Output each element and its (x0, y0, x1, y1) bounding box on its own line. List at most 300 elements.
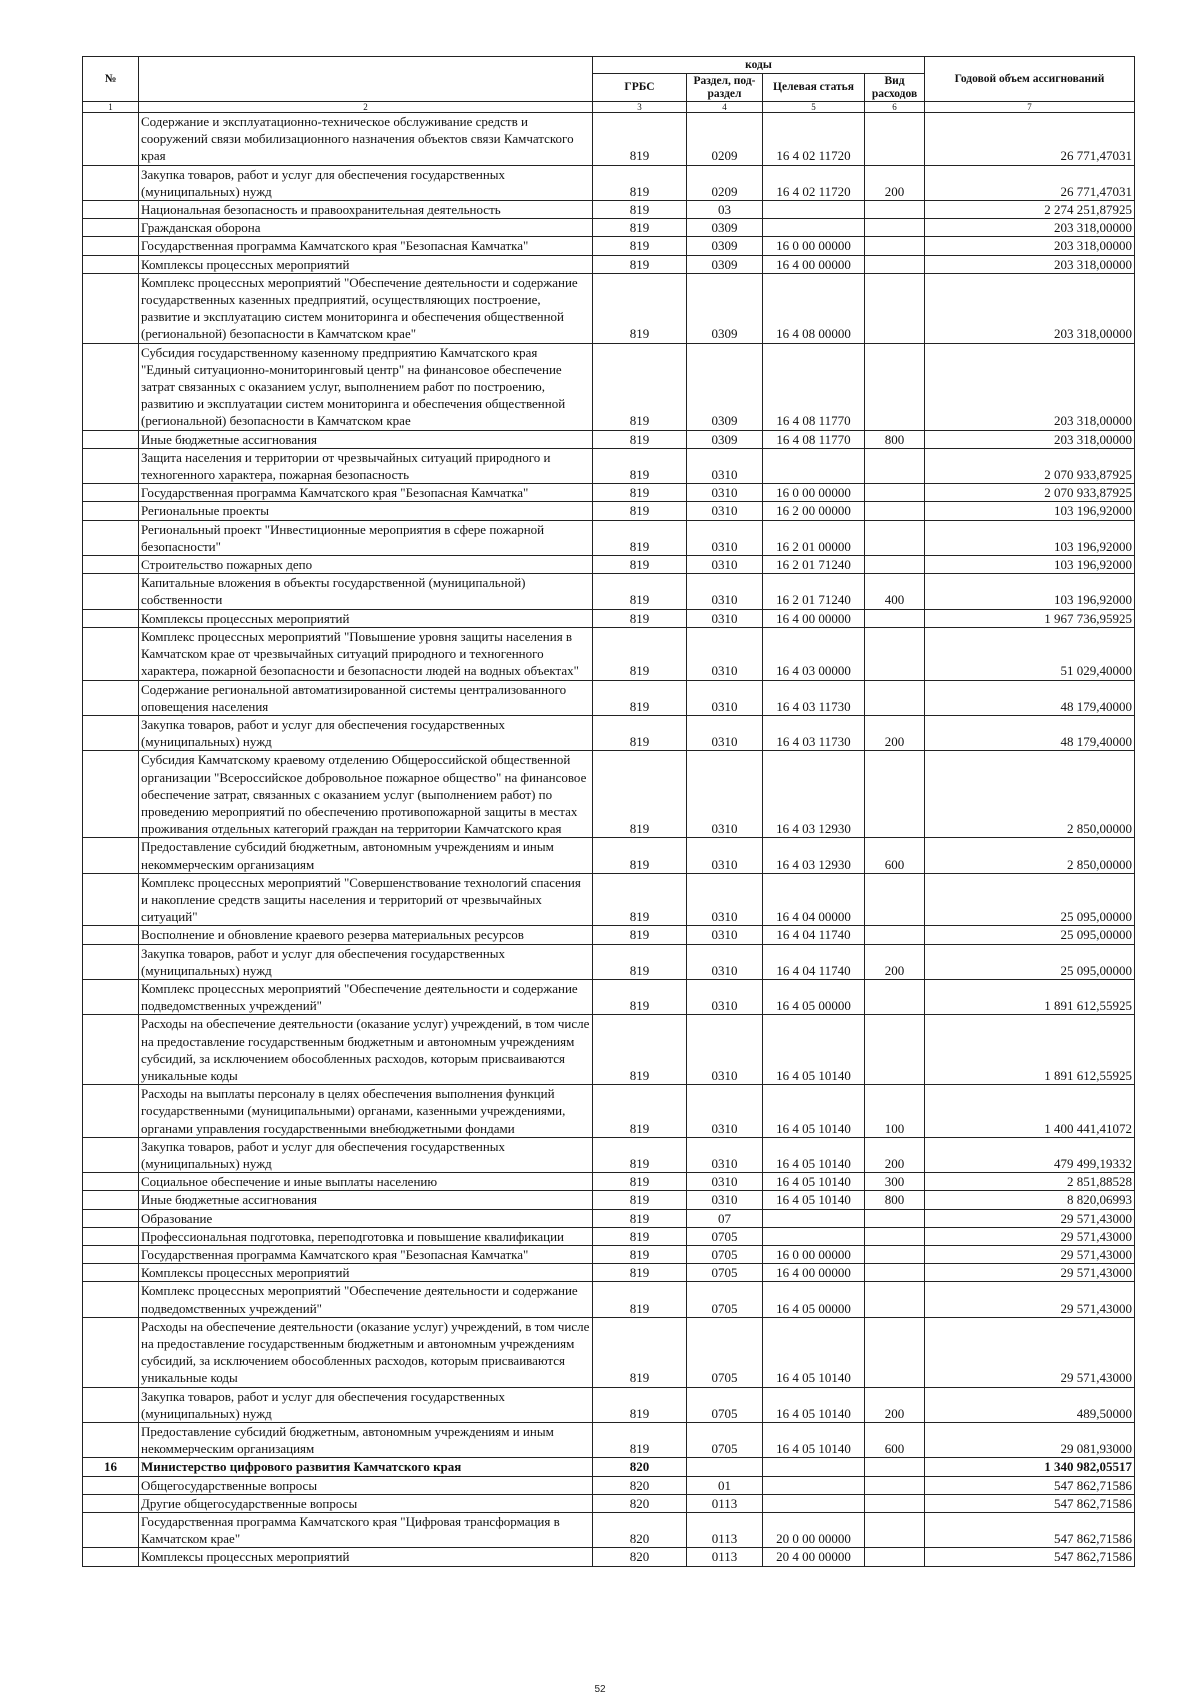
row-name-cell: Комплексы процессных мероприятий (139, 609, 593, 627)
table-row (83, 574, 1135, 609)
row-razdel-cell: 0209 (687, 165, 763, 200)
row-name-cell: Субсидия Камчатскому краевому отделению Общероссийской общественной организации "Всероссийское добровольное пожарное общество" на финансовое обеспечение затрат, связанных с оказанием услуг (выполнением работ) по проведению мероприятий по обеспечению противопожарной защиты в местах проживания отдельных категорий граждан на территории Камчатского края (139, 751, 593, 838)
row-name-cell: Восполнение и обновление краевого резерва материальных ресурсов (139, 926, 593, 944)
row-target-article-cell: 16 4 04 11740 (763, 926, 865, 944)
row-sum-cell: 2 850,00000 (925, 838, 1135, 873)
row-name-cell: Комплекс процессных мероприятий "Обеспечение деятельности и содержание государственных казенных предприятий, осуществляющих построение, развитие и эксплуатацию систем мониторинга и обеспечения общественной (региональной) безопасности в Камчатском крае" (139, 273, 593, 343)
row-name-cell: Закупка товаров, работ и услуг для обеспечения государственных (муниципальных) нужд (139, 944, 593, 979)
row-target-article-cell: 16 4 02 11720 (763, 165, 865, 200)
row-number-cell (83, 873, 139, 926)
row-grbs-cell: 819 (593, 1137, 687, 1172)
row-razdel-cell: 01 (687, 1476, 763, 1494)
row-name-cell: Министерство цифрового развития Камчатского края (139, 1458, 593, 1476)
row-name-cell: Строительство пожарных депо (139, 556, 593, 574)
row-sum-cell: 29 571,43000 (925, 1317, 1135, 1387)
header-codes: коды (593, 57, 925, 74)
row-expense-type-cell (865, 1494, 925, 1512)
row-number-cell (83, 430, 139, 448)
row-sum-cell: 103 196,92000 (925, 556, 1135, 574)
row-name-cell: Образование (139, 1209, 593, 1227)
row-expense-type-cell (865, 1015, 925, 1085)
row-number-cell (83, 1476, 139, 1494)
table-row (83, 926, 1135, 944)
row-number-cell (83, 944, 139, 979)
row-sum-cell: 48 179,40000 (925, 715, 1135, 750)
row-expense-type-cell (865, 1476, 925, 1494)
row-grbs-cell: 819 (593, 1015, 687, 1085)
row-expense-type-cell (865, 219, 925, 237)
row-razdel-cell: 0705 (687, 1264, 763, 1282)
row-razdel-cell: 0705 (687, 1282, 763, 1317)
row-expense-type-cell (865, 680, 925, 715)
header-razdel: Раздел, под-раздел (687, 74, 763, 102)
table-row (83, 484, 1135, 502)
row-razdel-cell: 0113 (687, 1494, 763, 1512)
row-expense-type-cell (865, 556, 925, 574)
table-row (83, 502, 1135, 520)
row-grbs-cell: 819 (593, 1387, 687, 1422)
row-grbs-cell: 819 (593, 1173, 687, 1191)
row-sum-cell: 103 196,92000 (925, 574, 1135, 609)
row-grbs-cell: 819 (593, 255, 687, 273)
table-row (83, 944, 1135, 979)
table-row (83, 1264, 1135, 1282)
row-target-article-cell: 16 4 08 11770 (763, 430, 865, 448)
row-number-cell (83, 715, 139, 750)
row-name-cell: Профессиональная подготовка, переподготовка и повышение квалификации (139, 1227, 593, 1245)
row-grbs-cell: 819 (593, 609, 687, 627)
row-sum-cell: 489,50000 (925, 1387, 1135, 1422)
row-sum-cell: 25 095,00000 (925, 926, 1135, 944)
row-sum-cell: 203 318,00000 (925, 237, 1135, 255)
row-number-cell (83, 1015, 139, 1085)
row-target-article-cell: 16 4 00 00000 (763, 609, 865, 627)
row-grbs-cell: 819 (593, 237, 687, 255)
row-expense-type-cell: 200 (865, 165, 925, 200)
row-target-article-cell: 16 4 00 00000 (763, 1264, 865, 1282)
row-razdel-cell: 0705 (687, 1423, 763, 1458)
row-expense-type-cell (865, 1458, 925, 1476)
row-sum-cell: 26 771,47031 (925, 165, 1135, 200)
row-number-cell (83, 1209, 139, 1227)
row-expense-type-cell: 100 (865, 1085, 925, 1138)
column-number: 6 (865, 102, 925, 113)
row-target-article-cell: 16 4 05 10140 (763, 1387, 865, 1422)
row-expense-type-cell (865, 255, 925, 273)
row-razdel-cell: 0310 (687, 1015, 763, 1085)
table-row (83, 1282, 1135, 1317)
row-number-cell (83, 1227, 139, 1245)
row-expense-type-cell (865, 343, 925, 430)
row-target-article-cell (763, 1494, 865, 1512)
row-expense-type-cell (865, 609, 925, 627)
row-expense-type-cell: 600 (865, 838, 925, 873)
row-expense-type-cell (865, 113, 925, 166)
table-row (83, 680, 1135, 715)
row-razdel-cell: 0310 (687, 715, 763, 750)
row-target-article-cell: 16 4 03 11730 (763, 680, 865, 715)
row-number-cell (83, 627, 139, 680)
table-row (83, 255, 1135, 273)
table-row (83, 1209, 1135, 1227)
table-body (83, 113, 1135, 1567)
row-grbs-cell: 820 (593, 1458, 687, 1476)
row-grbs-cell: 820 (593, 1476, 687, 1494)
row-grbs-cell: 819 (593, 1209, 687, 1227)
row-name-cell: Содержание региональной автоматизированной системы централизованного оповещения населения (139, 680, 593, 715)
table-row (83, 219, 1135, 237)
row-name-cell: Субсидия государственному казенному предприятию Камчатского края "Единый ситуационно-мониторинговый центр" на финансовое обеспечение затрат связанных с оказанием услуг, выполнением работ по построению, развитию и эксплуатации систем мониторинга и обеспечения общественной (региональной) безопасности в Камчатском крае (139, 343, 593, 430)
row-target-article-cell: 16 0 00 00000 (763, 1246, 865, 1264)
row-target-article-cell: 16 0 00 00000 (763, 237, 865, 255)
row-sum-cell: 48 179,40000 (925, 680, 1135, 715)
row-razdel-cell: 0310 (687, 838, 763, 873)
row-sum-cell: 547 862,71586 (925, 1548, 1135, 1566)
row-sum-cell: 2 070 933,87925 (925, 448, 1135, 483)
row-number-cell (83, 979, 139, 1014)
row-target-article-cell (763, 1227, 865, 1245)
row-number-cell (83, 273, 139, 343)
row-grbs-cell: 819 (593, 219, 687, 237)
row-expense-type-cell (865, 448, 925, 483)
row-razdel-cell: 0209 (687, 113, 763, 166)
row-target-article-cell: 16 4 05 10140 (763, 1015, 865, 1085)
row-grbs-cell: 819 (593, 343, 687, 430)
row-sum-cell: 25 095,00000 (925, 944, 1135, 979)
row-expense-type-cell (865, 1317, 925, 1387)
row-number-cell (83, 1548, 139, 1566)
row-expense-type-cell: 200 (865, 1137, 925, 1172)
row-name-cell: Комплекс процессных мероприятий "Повышение уровня защиты населения в Камчатском крае от чрезвычайных ситуаций природного и техногенного характера, пожарной безопасности и безопасности людей на водных объектах" (139, 627, 593, 680)
row-sum-cell: 2 070 933,87925 (925, 484, 1135, 502)
row-target-article-cell: 16 4 05 10140 (763, 1173, 865, 1191)
row-expense-type-cell (865, 627, 925, 680)
row-razdel-cell: 0705 (687, 1227, 763, 1245)
row-sum-cell: 1 400 441,41072 (925, 1085, 1135, 1138)
row-name-cell: Государственная программа Камчатского края "Безопасная Камчатка" (139, 484, 593, 502)
row-grbs-cell: 819 (593, 273, 687, 343)
row-razdel-cell: 0310 (687, 1137, 763, 1172)
row-name-cell: Комплексы процессных мероприятий (139, 1548, 593, 1566)
row-name-cell: Комплексы процессных мероприятий (139, 255, 593, 273)
row-razdel-cell: 0310 (687, 873, 763, 926)
table-row (83, 448, 1135, 483)
row-number-cell (83, 1387, 139, 1422)
row-name-cell: Закупка товаров, работ и услуг для обеспечения государственных (муниципальных) нужд (139, 1387, 593, 1422)
row-name-cell: Иные бюджетные ассигнования (139, 430, 593, 448)
table-row (83, 1513, 1135, 1548)
row-expense-type-cell: 800 (865, 430, 925, 448)
row-expense-type-cell: 200 (865, 1387, 925, 1422)
row-grbs-cell: 819 (593, 944, 687, 979)
row-sum-cell: 29 571,43000 (925, 1264, 1135, 1282)
row-razdel-cell: 0705 (687, 1387, 763, 1422)
row-expense-type-cell: 300 (865, 1173, 925, 1191)
row-target-article-cell: 16 4 05 00000 (763, 1282, 865, 1317)
row-expense-type-cell (865, 237, 925, 255)
row-target-article-cell: 16 4 05 10140 (763, 1137, 865, 1172)
header-target-article: Целевая статья (763, 74, 865, 102)
row-number-cell (83, 343, 139, 430)
row-name-cell: Общегосударственные вопросы (139, 1476, 593, 1494)
row-target-article-cell (763, 448, 865, 483)
row-name-cell: Социальное обеспечение и иные выплаты населению (139, 1173, 593, 1191)
row-razdel-cell: 0705 (687, 1317, 763, 1387)
row-target-article-cell: 16 4 03 11730 (763, 715, 865, 750)
row-razdel-cell: 0310 (687, 556, 763, 574)
column-number: 1 (83, 102, 139, 113)
row-razdel-cell: 0310 (687, 751, 763, 838)
table-row (83, 273, 1135, 343)
row-name-cell: Закупка товаров, работ и услуг для обеспечения государственных (муниципальных) нужд (139, 715, 593, 750)
row-razdel-cell: 0309 (687, 273, 763, 343)
header-expense-type: Вид расходов (865, 74, 925, 102)
column-number: 2 (139, 102, 593, 113)
header-number: № (83, 57, 139, 102)
row-grbs-cell: 819 (593, 484, 687, 502)
row-razdel-cell: 0705 (687, 1246, 763, 1264)
row-name-cell: Региональный проект "Инвестиционные мероприятия в сфере пожарной безопасности" (139, 520, 593, 555)
row-grbs-cell: 819 (593, 979, 687, 1014)
row-razdel-cell: 0310 (687, 926, 763, 944)
row-target-article-cell: 16 4 05 00000 (763, 979, 865, 1014)
row-razdel-cell: 0309 (687, 255, 763, 273)
row-grbs-cell: 819 (593, 873, 687, 926)
budget-table (82, 56, 1135, 1567)
row-grbs-cell: 819 (593, 502, 687, 520)
row-sum-cell: 547 862,71586 (925, 1494, 1135, 1512)
row-razdel-cell: 0310 (687, 680, 763, 715)
row-sum-cell: 547 862,71586 (925, 1476, 1135, 1494)
table-row (83, 1191, 1135, 1209)
row-razdel-cell: 0310 (687, 448, 763, 483)
row-sum-cell: 103 196,92000 (925, 520, 1135, 555)
row-razdel-cell: 0113 (687, 1548, 763, 1566)
row-expense-type-cell (865, 273, 925, 343)
row-expense-type-cell (865, 1227, 925, 1245)
row-grbs-cell: 819 (593, 627, 687, 680)
row-sum-cell: 203 318,00000 (925, 255, 1135, 273)
row-grbs-cell: 819 (593, 1085, 687, 1138)
table-row (83, 165, 1135, 200)
row-name-cell: Закупка товаров, работ и услуг для обеспечения государственных (муниципальных) нужд (139, 1137, 593, 1172)
row-sum-cell: 203 318,00000 (925, 219, 1135, 237)
row-number-cell (83, 502, 139, 520)
row-number-cell (83, 1513, 139, 1548)
row-expense-type-cell: 400 (865, 574, 925, 609)
column-number: 7 (925, 102, 1135, 113)
row-grbs-cell: 819 (593, 574, 687, 609)
row-sum-cell: 203 318,00000 (925, 273, 1135, 343)
column-number: 3 (593, 102, 687, 113)
header-name (139, 57, 593, 102)
row-razdel-cell: 0113 (687, 1513, 763, 1548)
row-razdel-cell: 0309 (687, 237, 763, 255)
row-target-article-cell: 16 2 01 71240 (763, 556, 865, 574)
table-row (83, 1387, 1135, 1422)
row-target-article-cell: 16 2 01 71240 (763, 574, 865, 609)
row-grbs-cell: 820 (593, 1494, 687, 1512)
table-row (83, 430, 1135, 448)
row-target-article-cell: 16 4 03 00000 (763, 627, 865, 680)
row-expense-type-cell (865, 484, 925, 502)
row-sum-cell: 2 851,88528 (925, 1173, 1135, 1191)
table-row (83, 1476, 1135, 1494)
row-grbs-cell: 819 (593, 430, 687, 448)
row-sum-cell: 26 771,47031 (925, 113, 1135, 166)
row-razdel-cell: 03 (687, 201, 763, 219)
table-row (83, 1246, 1135, 1264)
row-number-cell (83, 520, 139, 555)
row-number-cell (83, 1137, 139, 1172)
row-expense-type-cell (865, 926, 925, 944)
row-razdel-cell: 0310 (687, 1173, 763, 1191)
row-grbs-cell: 819 (593, 926, 687, 944)
row-name-cell: Предоставление субсидий бюджетным, автономным учреждениям и иным некоммерческим организациям (139, 838, 593, 873)
row-expense-type-cell (865, 1548, 925, 1566)
row-razdel-cell: 0309 (687, 343, 763, 430)
row-sum-cell: 1 891 612,55925 (925, 979, 1135, 1014)
table-row (83, 1494, 1135, 1512)
table-row (83, 979, 1135, 1014)
row-number-cell (83, 201, 139, 219)
row-razdel-cell: 0310 (687, 627, 763, 680)
row-target-article-cell (763, 1209, 865, 1227)
row-expense-type-cell (865, 873, 925, 926)
row-grbs-cell: 819 (593, 1191, 687, 1209)
row-target-article-cell: 16 4 05 10140 (763, 1085, 865, 1138)
row-sum-cell: 203 318,00000 (925, 430, 1135, 448)
column-number: 4 (687, 102, 763, 113)
row-name-cell: Комплекс процессных мероприятий "Совершенствование технологий спасения и накопление средств защиты населения и территорий от чрезвычайных ситуаций" (139, 873, 593, 926)
row-sum-cell: 29 571,43000 (925, 1209, 1135, 1227)
row-target-article-cell: 20 0 00 00000 (763, 1513, 865, 1548)
row-grbs-cell: 819 (593, 1282, 687, 1317)
row-grbs-cell: 819 (593, 556, 687, 574)
row-grbs-cell: 820 (593, 1513, 687, 1548)
row-sum-cell: 203 318,00000 (925, 343, 1135, 430)
row-name-cell: Иные бюджетные ассигнования (139, 1191, 593, 1209)
row-grbs-cell: 819 (593, 165, 687, 200)
row-expense-type-cell (865, 979, 925, 1014)
row-target-article-cell (763, 1458, 865, 1476)
row-name-cell: Гражданская оборона (139, 219, 593, 237)
row-name-cell: Защита населения и территории от чрезвычайных ситуаций природного и техногенного характера, пожарная безопасность (139, 448, 593, 483)
row-grbs-cell: 819 (593, 1317, 687, 1387)
row-name-cell: Расходы на обеспечение деятельности (оказание услуг) учреждений, в том числе на предоставление государственным бюджетным и автономным учреждениям субсидий, за исключением обособленных расходов, которым присваиваются уникальные коды (139, 1317, 593, 1387)
header-numbering-row (83, 102, 1135, 113)
row-name-cell: Национальная безопасность и правоохранительная деятельность (139, 201, 593, 219)
row-expense-type-cell (865, 1282, 925, 1317)
row-target-article-cell: 16 4 02 11720 (763, 113, 865, 166)
row-sum-cell: 29 081,93000 (925, 1423, 1135, 1458)
row-name-cell: Другие общегосударственные вопросы (139, 1494, 593, 1512)
row-grbs-cell: 819 (593, 1246, 687, 1264)
row-target-article-cell: 16 4 05 10140 (763, 1191, 865, 1209)
row-sum-cell: 479 499,19332 (925, 1137, 1135, 1172)
row-name-cell: Капитальные вложения в объекты государственной (муниципальной) собственности (139, 574, 593, 609)
row-number-cell (83, 219, 139, 237)
table-row (83, 1548, 1135, 1566)
row-expense-type-cell (865, 1513, 925, 1548)
row-name-cell: Содержание и эксплуатационно-техническое обслуживание средств и сооружений связи мобилизационного назначения объектов связи Камчатского края (139, 113, 593, 166)
row-target-article-cell (763, 219, 865, 237)
row-razdel-cell: 0310 (687, 484, 763, 502)
row-expense-type-cell (865, 520, 925, 555)
row-number-cell (83, 1246, 139, 1264)
row-expense-type-cell (865, 201, 925, 219)
row-target-article-cell: 16 4 08 00000 (763, 273, 865, 343)
row-expense-type-cell (865, 1246, 925, 1264)
row-sum-cell: 1 340 982,05517 (925, 1458, 1135, 1476)
table-row (83, 751, 1135, 838)
row-name-cell: Комплексы процессных мероприятий (139, 1264, 593, 1282)
row-number-cell (83, 484, 139, 502)
row-sum-cell: 25 095,00000 (925, 873, 1135, 926)
row-number-cell (83, 165, 139, 200)
row-target-article-cell: 16 4 05 10140 (763, 1317, 865, 1387)
column-number: 5 (763, 102, 865, 113)
row-grbs-cell: 819 (593, 113, 687, 166)
row-target-article-cell (763, 1476, 865, 1494)
row-sum-cell: 1 967 736,95925 (925, 609, 1135, 627)
row-target-article-cell: 16 4 00 00000 (763, 255, 865, 273)
table-row (83, 627, 1135, 680)
row-name-cell: Предоставление субсидий бюджетным, автономным учреждениям и иным некоммерческим организациям (139, 1423, 593, 1458)
row-target-article-cell: 16 4 03 12930 (763, 751, 865, 838)
row-razdel-cell: 0309 (687, 219, 763, 237)
table-row (83, 1085, 1135, 1138)
row-razdel-cell: 0310 (687, 574, 763, 609)
row-number-cell (83, 237, 139, 255)
row-number-cell (83, 838, 139, 873)
table-row (83, 201, 1135, 219)
row-razdel-cell: 0310 (687, 979, 763, 1014)
row-sum-cell: 29 571,43000 (925, 1246, 1135, 1264)
table-row (83, 237, 1135, 255)
row-grbs-cell: 819 (593, 715, 687, 750)
row-grbs-cell: 819 (593, 751, 687, 838)
row-number-cell (83, 1423, 139, 1458)
row-expense-type-cell (865, 1264, 925, 1282)
row-grbs-cell: 819 (593, 838, 687, 873)
row-expense-type-cell: 200 (865, 944, 925, 979)
row-target-article-cell: 16 4 05 10140 (763, 1423, 865, 1458)
table-row (83, 520, 1135, 555)
row-grbs-cell: 819 (593, 1227, 687, 1245)
table-row (83, 1227, 1135, 1245)
row-name-cell: Государственная программа Камчатского края "Безопасная Камчатка" (139, 237, 593, 255)
row-sum-cell: 51 029,40000 (925, 627, 1135, 680)
row-number-cell (83, 1264, 139, 1282)
row-razdel-cell: 0310 (687, 1191, 763, 1209)
row-number-cell (83, 1085, 139, 1138)
row-number-cell (83, 1191, 139, 1209)
table-row (83, 1317, 1135, 1387)
row-expense-type-cell: 600 (865, 1423, 925, 1458)
row-expense-type-cell (865, 1209, 925, 1227)
row-target-article-cell: 16 2 01 00000 (763, 520, 865, 555)
table-row (83, 873, 1135, 926)
table-row (83, 1423, 1135, 1458)
row-name-cell: Расходы на выплаты персоналу в целях обеспечения выполнения функций государственными (муниципальными) органами, казенными учреждениями, органами управления государственными внебюджетными фондами (139, 1085, 593, 1138)
row-grbs-cell: 819 (593, 448, 687, 483)
row-sum-cell: 1 891 612,55925 (925, 1015, 1135, 1085)
row-target-article-cell: 16 4 08 11770 (763, 343, 865, 430)
row-number-cell (83, 751, 139, 838)
row-number-cell (83, 1173, 139, 1191)
row-grbs-cell: 819 (593, 201, 687, 219)
